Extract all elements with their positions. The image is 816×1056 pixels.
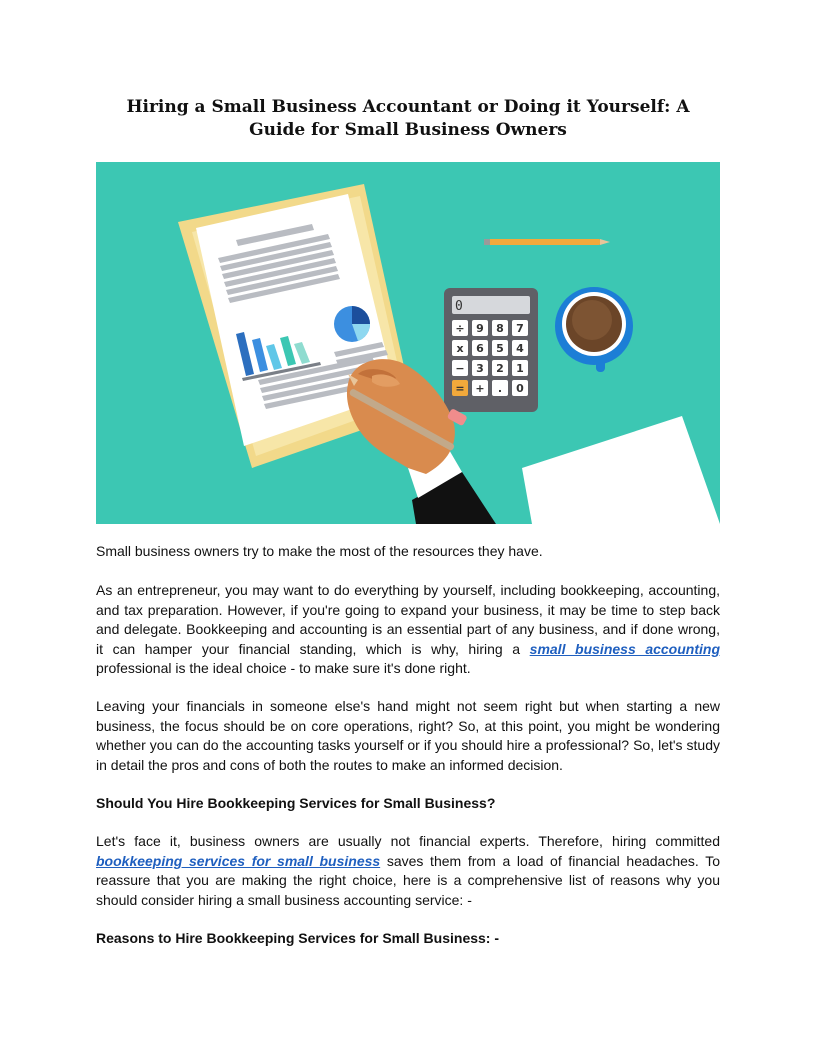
calculator-key-label: 3 <box>476 362 484 375</box>
calculator-key-label: 4 <box>516 342 524 355</box>
pie-chart-icon <box>334 306 370 342</box>
calculator-display: 0 <box>455 299 463 314</box>
calculator-key-label: 0 <box>516 382 524 395</box>
paragraph-financials: Leaving your financials in someone else's hand might not seem right but when starting a new business, the focus should be on core operations, right? So, at this point, you might be wondering whether you can do the accounting tasks yourself or if you should hire a professional? So, let's study in detail the pros and cons of both the routes to make an informed decision. <box>96 698 720 773</box>
paragraph-entrepreneur-tail: professional is the ideal choice - to make sure it's done right. <box>96 660 471 677</box>
pencil-icon <box>484 239 610 245</box>
paragraph-face-it-tail: saves them from a load of financial headaches. To reassure that you are making the right choice, here is a comprehensive list of reasons why you should consider hiring a small business accounting service: - <box>96 852 720 908</box>
calculator-key-label: x <box>456 342 464 355</box>
calculator-key-label: 2 <box>496 362 504 375</box>
calculator-icon <box>444 288 538 412</box>
paragraph-face-it <box>96 832 720 910</box>
calculator-key-label: + <box>475 382 485 395</box>
calculator-key-label: 5 <box>496 342 504 355</box>
calculator-key-label: = <box>455 382 465 395</box>
accounting-illustration <box>96 162 720 524</box>
calculator-key-label: 8 <box>496 322 504 335</box>
calculator-key-label: − <box>455 362 465 375</box>
bookkeeping-services-link[interactable]: bookkeeping services for small business <box>96 852 381 869</box>
heading-reasons-to-hire: Reasons to Hire Bookkeeping Services for Small Business: - <box>96 930 500 946</box>
paragraph-entrepreneur-text: As an entrepreneur, you may want to do everything by yourself, including bookkeeping, accounting, and tax preparation. However, if you're going to expand your business, it may be time to step back and delegate. Bookkeeping and accounting is an essential part of any business, and if done wrong, it can hamper your financial standing, which is why, hiring a <box>96 582 720 657</box>
paragraph-entrepreneur <box>96 581 720 679</box>
calculator-key-label: 1 <box>516 362 524 375</box>
calculator-key-label: ÷ <box>455 322 465 335</box>
document-title: Hiring a Small Business Accountant or Doing it Yourself: A Guide for Small Business Owners <box>126 97 690 140</box>
calculator-key-label: 9 <box>476 322 484 335</box>
paragraph-face-it-text: Let's face it, business owners are usually not financial experts. Therefore, hiring committed <box>96 833 720 849</box>
paragraph-intro: Small business owners try to make the most of the resources they have. <box>96 543 543 559</box>
small-business-accounting-link[interactable]: small business accounting <box>529 640 720 657</box>
calculator-key-label: . <box>497 382 503 395</box>
calculator-key-label: 6 <box>476 342 484 355</box>
heading-should-you-hire: Should You Hire Bookkeeping Services for Small Business? <box>96 795 496 811</box>
calculator-key-label: 7 <box>516 322 524 335</box>
